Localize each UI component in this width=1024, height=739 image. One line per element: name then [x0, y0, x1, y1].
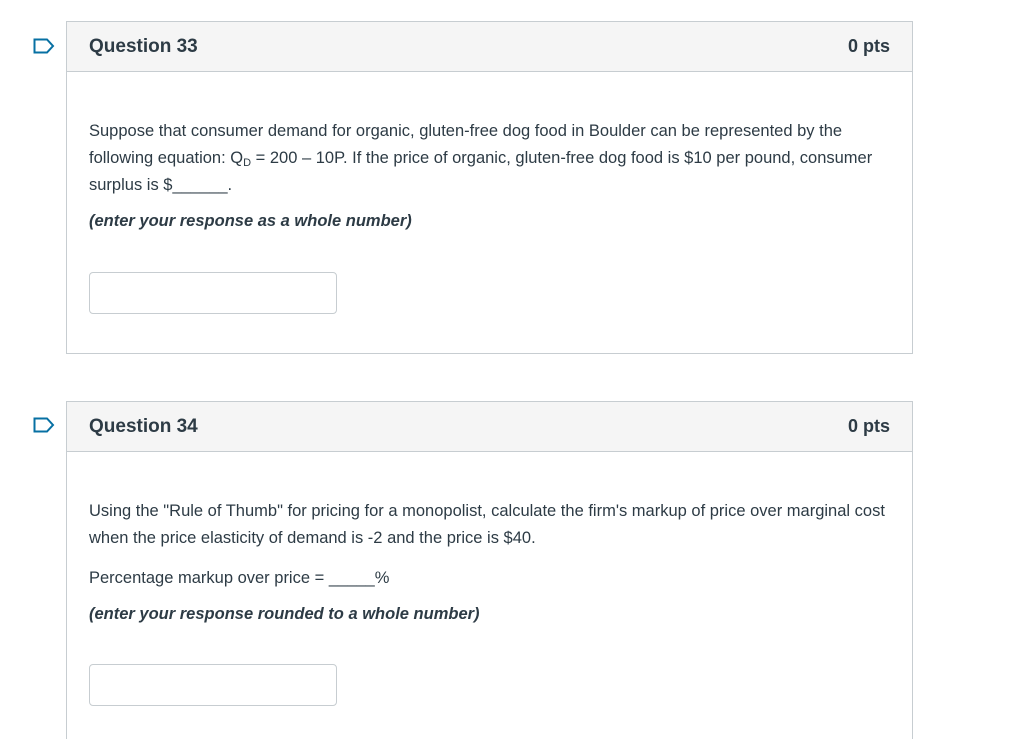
question-text-part2: = 200 – 10P. If the price of organic, gluten-free dog food is $10 per pound, consumer surplus is $______.	[89, 149, 873, 194]
question-title: Question 34	[89, 415, 198, 437]
markup-formula-text: Percentage markup over price = _____%	[89, 569, 390, 587]
question-text-part1: Suppose that consumer demand for organic, gluten-free dog food in Boulder can be represented by the following equation: Q	[89, 122, 843, 167]
subscript: D	[243, 157, 252, 169]
question-title: Question 33	[89, 35, 198, 57]
answer-instruction: (enter your response rounded to a whole number)	[89, 605, 480, 623]
answer-input[interactable]	[89, 272, 337, 314]
question-33	[66, 21, 913, 354]
flag-question-34-icon[interactable]	[33, 417, 55, 433]
question-34	[66, 401, 913, 739]
question-body	[67, 72, 912, 314]
question-points: 0 pts	[847, 36, 890, 56]
flag-question-33-icon[interactable]	[33, 38, 55, 54]
answer-input[interactable]	[89, 664, 337, 706]
question-header	[67, 402, 912, 452]
answer-instruction: (enter your response as a whole number)	[89, 212, 412, 230]
question-text	[89, 118, 890, 199]
question-text: Using the "Rule of Thumb" for pricing for a monopolist, calculate the firm's markup of price over marginal cost when the price elasticity of demand is -2 and the price is $40.	[89, 502, 885, 547]
question-body	[67, 452, 912, 706]
question-header	[67, 22, 912, 72]
question-points: 0 pts	[847, 416, 890, 436]
